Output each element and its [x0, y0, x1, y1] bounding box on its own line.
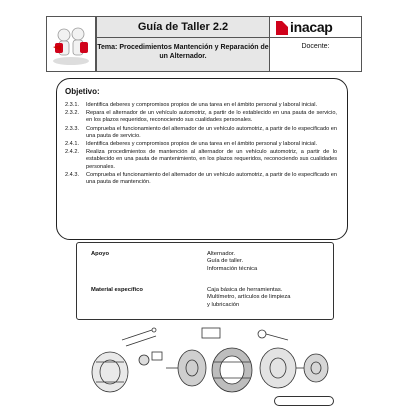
alternator-parts-icon	[82, 322, 342, 400]
material-value: Caja básica de herramientas.	[207, 287, 283, 293]
footer-box	[274, 396, 334, 406]
document-header	[46, 16, 362, 72]
objective-item	[65, 149, 337, 171]
objective-text: Identifica deberes y compromisos propios de una tarea en el ámbito personal y laboral inicial.	[86, 102, 318, 108]
objective-number: 2.4.1.	[65, 141, 79, 148]
objective-text: Repara el alternador de un vehículo automotriz, a partir de lo establecido en una pauta de servicio, en los plazos requeridos, reconociendo sus cualidades personales.	[86, 110, 337, 124]
material-value: y lubricación	[207, 301, 240, 308]
objective-item	[65, 102, 337, 109]
apoyo-value: Información técnica	[207, 265, 258, 272]
apoyo-label: Apoyo	[91, 251, 110, 257]
objective-item	[65, 110, 337, 124]
alternator-exploded-diagram	[82, 322, 342, 400]
brand-logo	[270, 16, 362, 38]
objective-number: 2.3.1.	[65, 102, 79, 108]
objective-text: Realiza procedimientos de mantención al alternador de un vehículo automotriz, a partir de lo establecido en una pauta de mantenimiento, en los plazos requeridos, reconociendo sus cualidades personales.	[86, 149, 337, 170]
objective-item	[65, 126, 337, 140]
objective-number: 2.4.2.	[65, 149, 79, 156]
objective-title: Objetivo:	[65, 87, 100, 96]
objective-text: Comprueba el funcionamiento del alternador de un vehículo automotriz, a partir de lo especificado en una pauta de mantención.	[86, 171, 337, 186]
material-values	[207, 287, 347, 309]
guide-topic: Tema: Procedimientos Mantención y Reparación de un Alternador.	[96, 38, 270, 72]
objective-text: Comprueba el funcionamiento del alternador de un vehículo automotriz, a partir de lo especificado en una pauta de servicio.	[86, 125, 337, 139]
docente-field: Docente:	[270, 38, 362, 72]
objective-text: Identifica deberes y compromisos propios de una tarea en el ámbito personal y laboral inicial.	[86, 141, 318, 148]
objective-number: 2.3.3.	[65, 125, 79, 132]
resources-row-material	[91, 287, 331, 313]
apoyo-values	[207, 251, 347, 273]
mascot-logo	[46, 16, 96, 72]
objective-item	[65, 141, 337, 148]
objective-item	[65, 172, 337, 186]
resources-table	[76, 242, 334, 320]
apoyo-value: Alternador.	[207, 251, 236, 257]
resources-row-apoyo	[91, 251, 331, 277]
guide-title: Guía de Taller 2.2	[96, 16, 270, 38]
brand-name: inacap	[290, 19, 333, 35]
objective-number: 2.4.3.	[65, 171, 79, 178]
material-label: Material específico	[91, 287, 143, 293]
material-value: Multímetro, artículos de limpieza	[207, 294, 291, 301]
apoyo-value: Guía de taller.	[207, 258, 244, 265]
mascot-figures-icon	[47, 17, 95, 71]
objective-box	[56, 78, 348, 240]
objective-number: 2.3.2.	[65, 110, 79, 117]
brand-mark-icon	[276, 21, 288, 35]
